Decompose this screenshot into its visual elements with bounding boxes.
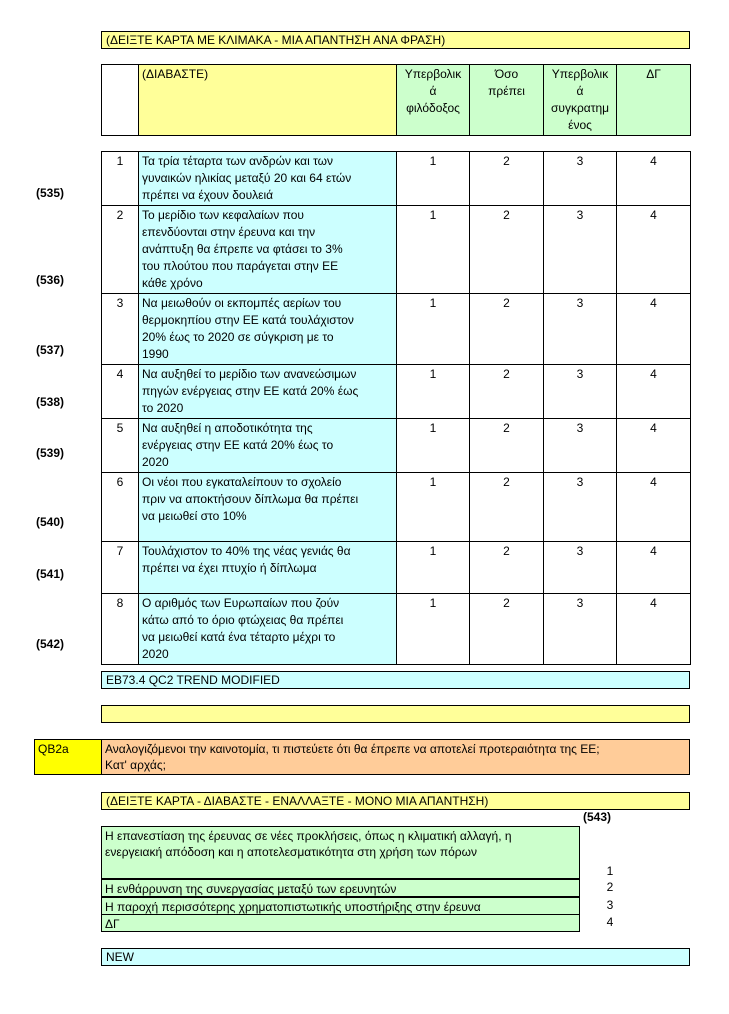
answer-code-1[interactable]: 1: [397, 419, 470, 473]
statement-line: Τουλάχιστον το 40% της νέας γενιάς θα: [142, 544, 351, 558]
answer-code-4[interactable]: 4: [617, 473, 691, 542]
answer-code-3[interactable]: 3: [544, 473, 617, 542]
answer-code-4[interactable]: 4: [617, 206, 691, 294]
statement-line: Να μειωθούν οι εκπομπές αερίων του: [142, 296, 342, 310]
row-number: 8: [102, 594, 139, 665]
statement-line: να μειωθεί κατά ένα τέταρτο μέχρι το: [142, 630, 336, 644]
statement-line: 2020: [142, 647, 169, 661]
option-line: ΔΓ: [105, 917, 120, 931]
option-line: Η παροχή περισσότερης χρηματοπιστωτικής υποστήριξης στην έρευνα: [105, 900, 481, 914]
column-code: (537): [36, 343, 65, 357]
answer-code-4[interactable]: 4: [617, 365, 691, 419]
header-col3-line: Υπερβολικ: [551, 67, 609, 81]
answer-code-3[interactable]: 3: [544, 294, 617, 365]
answer-code-3[interactable]: 3: [544, 419, 617, 473]
header-col-overly-ambitious: [397, 65, 470, 136]
header-col2-line: Όσο: [494, 67, 519, 81]
answer-code-2[interactable]: 2: [470, 152, 544, 206]
answer-code-1[interactable]: 1: [397, 594, 470, 665]
answer-code-4[interactable]: 4: [617, 294, 691, 365]
column-code: (536): [36, 273, 65, 287]
statement-row: [102, 294, 691, 365]
statement-row: [102, 542, 691, 594]
answer-code-1[interactable]: 1: [397, 206, 470, 294]
empty-bar: [101, 705, 690, 723]
header-col3-line: ά: [576, 84, 584, 98]
statement-line: 20% έως το 2020 σε σύγκριση με το: [142, 330, 334, 344]
statement-text: [139, 152, 397, 206]
question-text-box: [101, 739, 690, 775]
statement-line: κάθε χρόνο: [142, 276, 203, 290]
option-line: Η ενθάρρυνση της συνεργασίας μεταξύ των ερευνητών: [105, 882, 397, 896]
answer-code-4[interactable]: 4: [617, 152, 691, 206]
answer-code-1[interactable]: 1: [397, 152, 470, 206]
header-col-overly-modest: [544, 65, 617, 136]
statement-line: Οι νέοι που εγκαταλείπουν το σχολείο: [142, 475, 342, 489]
scale-header-table: [101, 64, 691, 136]
option-number: 4: [606, 915, 614, 929]
answer-code-1[interactable]: 1: [397, 542, 470, 594]
header-col2-line: πρέπει: [488, 84, 525, 98]
answer-code-4[interactable]: 4: [617, 419, 691, 473]
answer-code-4[interactable]: 4: [617, 594, 691, 665]
statement-line: κάτω από το όριο φτώχειας θα πρέπει: [142, 613, 344, 627]
answer-code-3[interactable]: 3: [544, 152, 617, 206]
answer-code-2[interactable]: 2: [470, 294, 544, 365]
statement-row: [102, 206, 691, 294]
statement-row: [102, 419, 691, 473]
option-item[interactable]: [101, 897, 580, 915]
column-code: (535): [36, 186, 65, 200]
statement-line: 2020: [142, 455, 169, 469]
statement-row: [102, 152, 691, 206]
statement-row: [102, 473, 691, 542]
option-item[interactable]: [101, 826, 580, 879]
option-item[interactable]: [101, 914, 580, 932]
answer-code-2[interactable]: 2: [470, 542, 544, 594]
header-col1-line: ά: [429, 84, 437, 98]
header-col1-line: φιλόδοξος: [406, 101, 460, 115]
option-line: ενεργειακή απόδοση και η αποτελεσματικότητα στη χρήση των πόρων: [105, 845, 477, 859]
instruction-bar-bottom: (ΔΕΙΞΤΕ ΚΑΡΤΑ - ΔΙΑΒΑΣΤΕ - ΕΝΑΛΛΑΞΤΕ - ΜΟΝΟ ΜΙΑ ΑΠΑΝΤΗΣΗ): [101, 792, 690, 810]
column-code: (541): [36, 567, 65, 581]
statement-line: πρέπει να έχει πτυχίο ή δίπλωμα: [142, 561, 317, 575]
statement-line: το 2020: [142, 401, 184, 415]
column-code: (539): [36, 446, 65, 460]
statement-line: επενδύονται στην έρευνα και την: [142, 225, 316, 239]
statements-table: [101, 151, 691, 665]
statement-text: [139, 542, 397, 594]
statement-line: Ο αριθμός των Ευρωπαίων που ζούν: [142, 596, 340, 610]
statement-line: πριν να αποκτήσουν δίπλωμα θα πρέπει: [142, 492, 359, 506]
answer-code-1[interactable]: 1: [397, 294, 470, 365]
answer-code-3[interactable]: 3: [544, 206, 617, 294]
answer-code-label: (543): [583, 810, 612, 824]
statement-text: [139, 294, 397, 365]
header-col3-line: συγκρατημ: [550, 101, 610, 115]
answer-code-2[interactable]: 2: [470, 594, 544, 665]
column-code: (542): [36, 637, 65, 651]
answer-code-2[interactable]: 2: [470, 206, 544, 294]
statement-line: του πλούτου που παράγεται στην ΕΕ: [142, 259, 339, 273]
answer-code-1[interactable]: 1: [397, 473, 470, 542]
row-number: 1: [102, 152, 139, 206]
answer-code-2[interactable]: 2: [470, 419, 544, 473]
statement-line: ανάπτυξη θα έπρεπε να φτάσει το 3%: [142, 242, 343, 256]
header-col-dk: ΔΓ: [617, 65, 691, 136]
question-id: QB2a: [38, 742, 69, 756]
answer-code-3[interactable]: 3: [544, 594, 617, 665]
statement-line: Να αυξηθεί η αποδοτικότητα της: [142, 421, 313, 435]
statement-line: να μειωθεί στο 10%: [142, 509, 247, 523]
statement-line: γυναικών ηλικίας μεταξύ 20 και 64 ετών: [142, 171, 352, 185]
answer-code-3[interactable]: 3: [544, 365, 617, 419]
header-col1-line: Υπερβολικ: [404, 67, 462, 81]
row-number: 3: [102, 294, 139, 365]
row-number: 2: [102, 206, 139, 294]
answer-code-2[interactable]: 2: [470, 473, 544, 542]
statement-line: πρέπει να έχουν δουλειά: [142, 188, 274, 202]
answer-code-3[interactable]: 3: [544, 542, 617, 594]
column-code: (540): [36, 515, 65, 529]
question-text-line: Κατ' αρχάς;: [105, 758, 166, 772]
option-number: 2: [606, 880, 614, 894]
trend-note: EB73.4 QC2 TREND MODIFIED: [101, 671, 690, 689]
statement-row: [102, 594, 691, 665]
statement-text: [139, 206, 397, 294]
statement-text: [139, 419, 397, 473]
column-code: (538): [36, 395, 65, 409]
statement-line: Το μερίδιο των κεφαλαίων που: [142, 208, 304, 222]
row-number: 7: [102, 542, 139, 594]
statement-line: Τα τρία τέταρτα των ανδρών και των: [142, 154, 334, 168]
answer-code-2[interactable]: 2: [470, 365, 544, 419]
header-col3-line: ένος: [568, 118, 592, 132]
statement-text: [139, 473, 397, 542]
option-item[interactable]: [101, 879, 580, 897]
statement-line: θερμοκηπίου στην ΕΕ κατά τουλάχιστον: [142, 313, 354, 327]
answer-code-4[interactable]: 4: [617, 542, 691, 594]
statement-text: [139, 365, 397, 419]
header-read-label: (ΔΙΑΒΑΣΤΕ): [139, 65, 397, 136]
statement-line: Να αυξηθεί το μερίδιο των ανανεώσιμων: [142, 367, 357, 381]
statement-line: 1990: [142, 347, 169, 361]
row-number: 4: [102, 365, 139, 419]
row-number: 5: [102, 419, 139, 473]
header-empty-cell: [102, 65, 139, 136]
instruction-bar-top: (ΔΕΙΞΤΕ ΚΑΡΤΑ ΜΕ ΚΛΙΜΑΚΑ - ΜΙΑ ΑΠΑΝΤΗΣΗ ΑΝΑ ΦΡΑΣΗ): [101, 31, 690, 49]
statement-line: πηγών ενέργειας στην ΕΕ κατά 20% έως: [142, 384, 359, 398]
statement-line: ενέργειας στην ΕΕ κατά 20% έως το: [142, 438, 334, 452]
new-note: NEW: [101, 948, 690, 966]
row-number: 6: [102, 473, 139, 542]
option-number: 3: [606, 898, 614, 912]
option-line: Η επανεστίαση της έρευνας σε νέες προκλήσεις, όπως η κλιματική αλλαγή, η: [105, 829, 512, 843]
statement-text: [139, 594, 397, 665]
header-col-as-needed: [470, 65, 544, 136]
option-number: 1: [606, 864, 614, 878]
statement-row: [102, 365, 691, 419]
answer-code-1[interactable]: 1: [397, 365, 470, 419]
question-id-box: [34, 739, 102, 775]
question-text-line: Αναλογιζόμενοι την καινοτομία, τι πιστεύετε ότι θα έπρεπε να αποτελεί προτεραιότητα της ΕΕ;: [105, 742, 600, 756]
